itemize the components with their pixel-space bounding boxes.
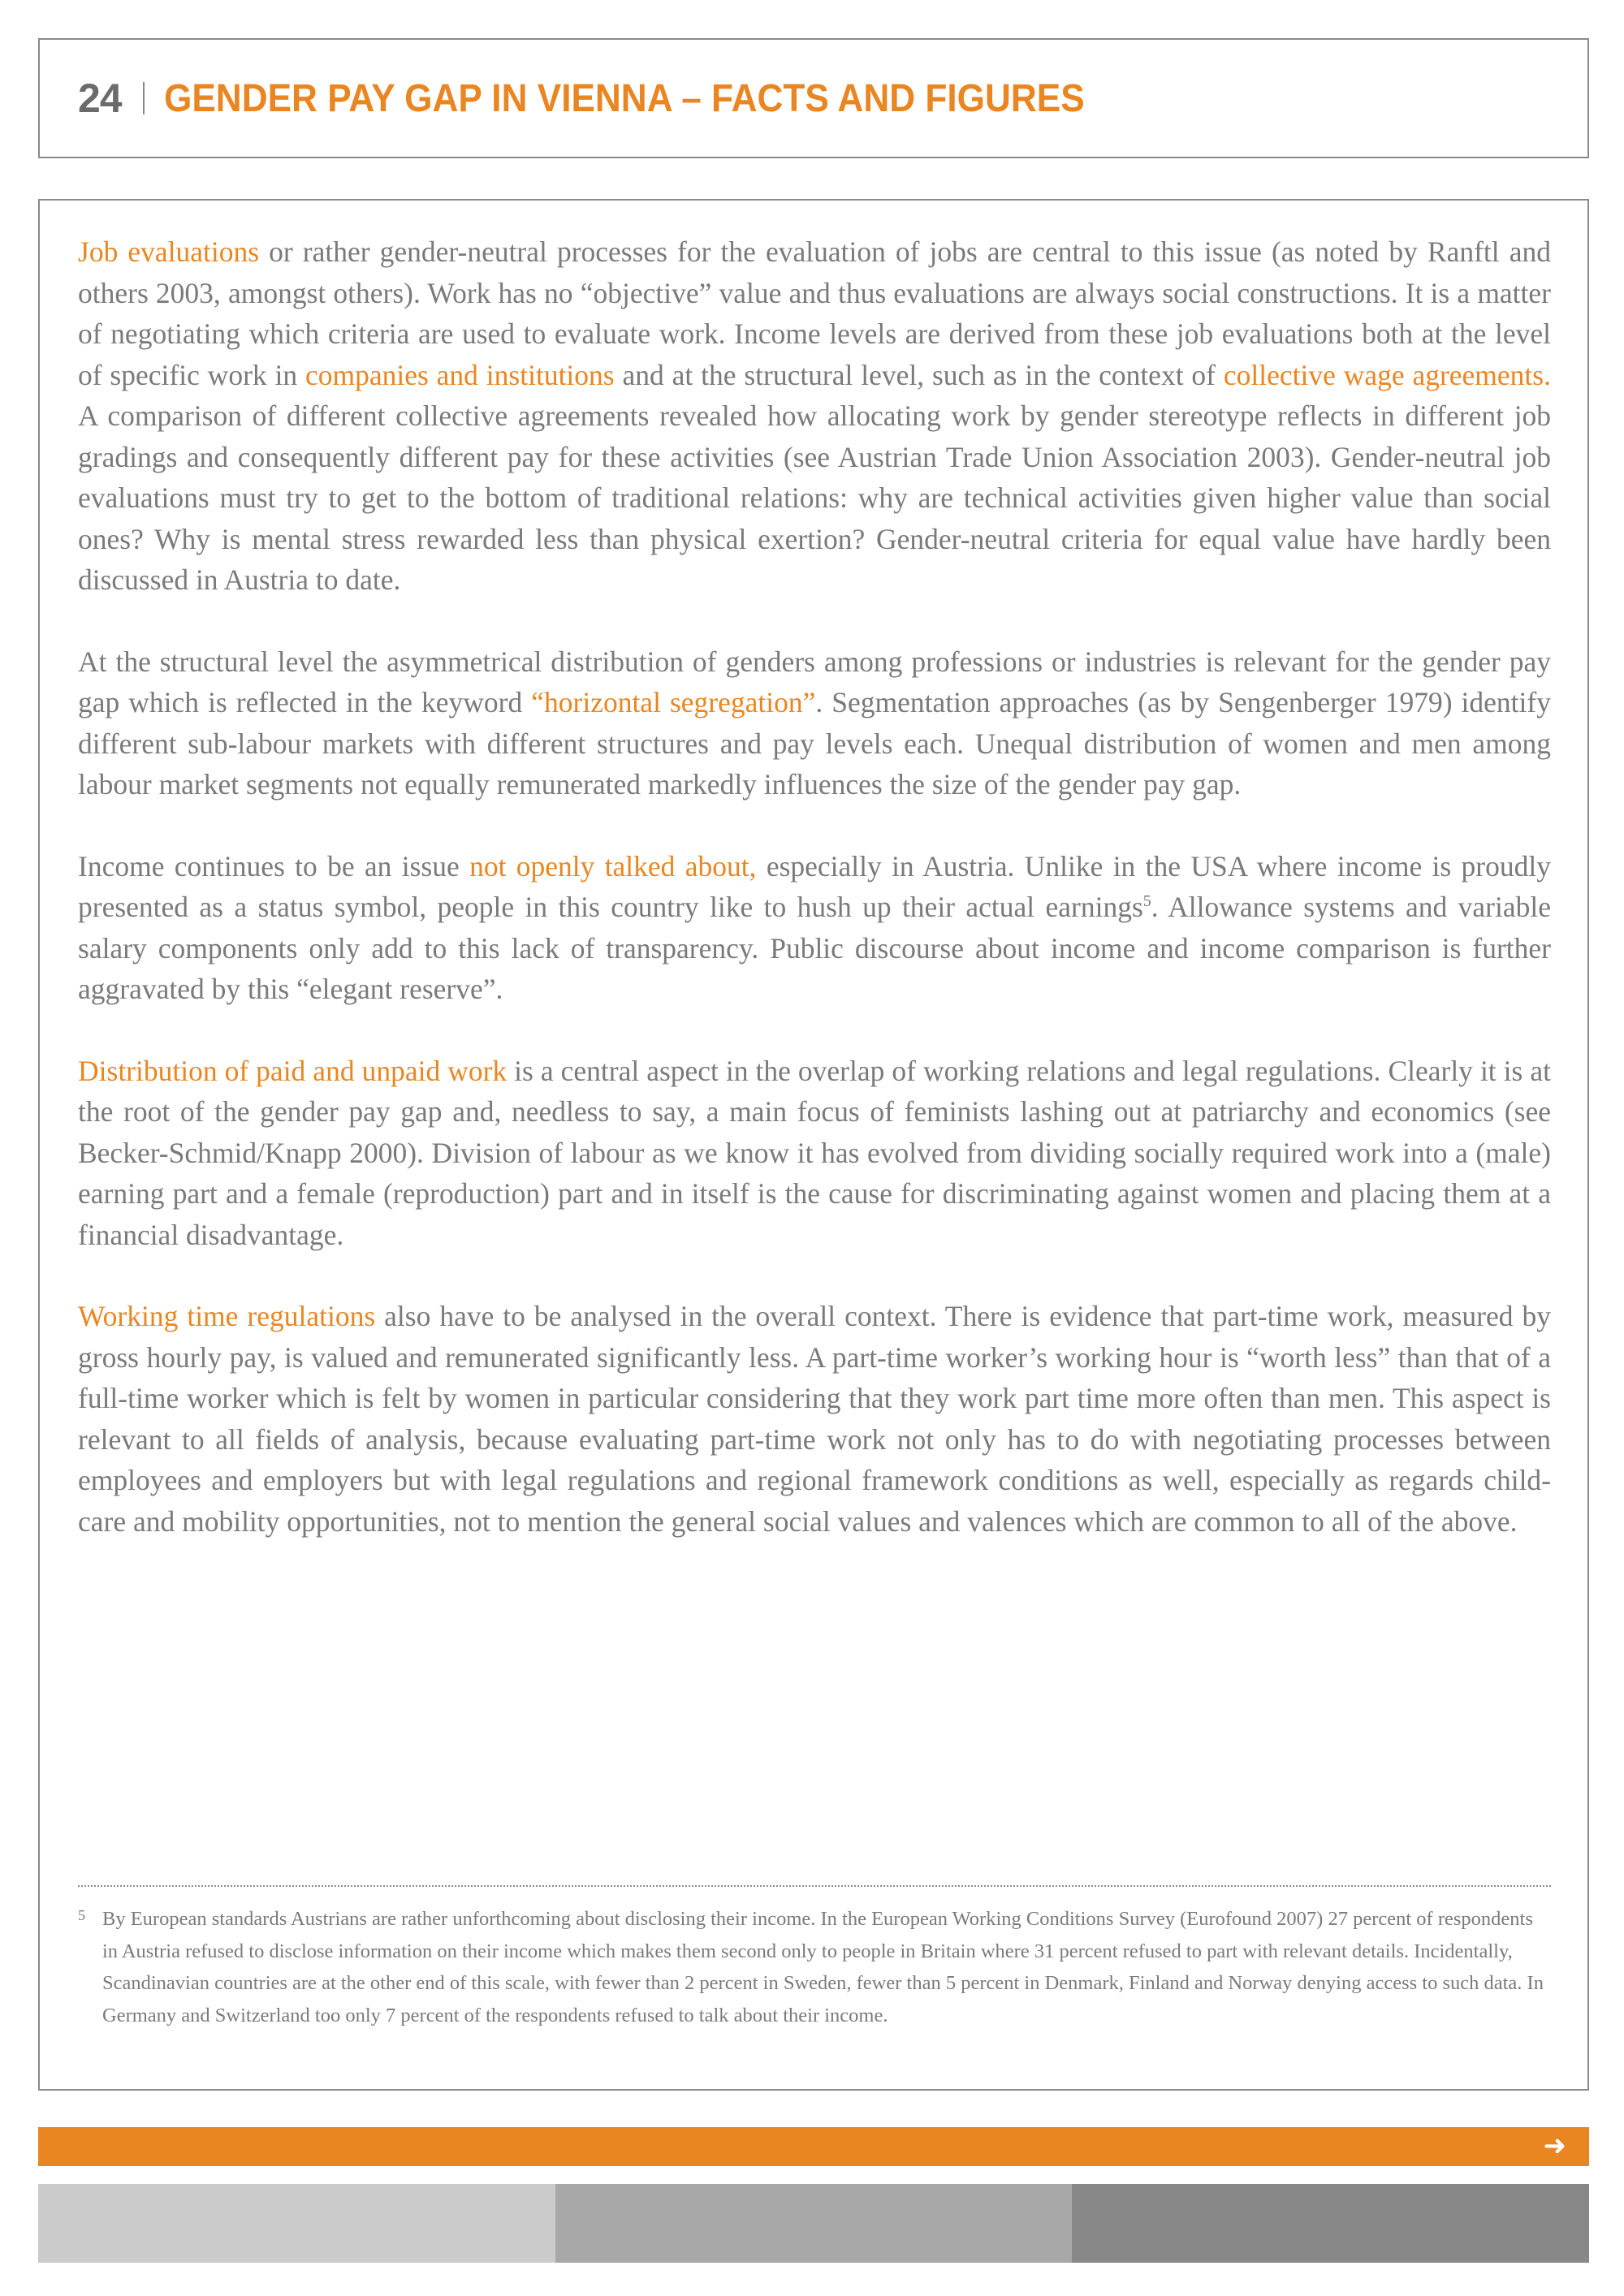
content-panel <box>38 199 1589 2091</box>
paragraph <box>78 846 1551 1010</box>
highlighted-keyword: Distribution of paid and unpaid work <box>78 1054 508 1087</box>
footer-bar-dark <box>1072 2184 1589 2263</box>
paragraph-text: or rather gender-neutral processes for the evaluation of jobs are central to this issue (as noted by Ranftl and others 2003, amongst others). Work has no “objective” value and thus evaluations are always social constructions. It is a matter of negotiating which criteria are used to evaluate work. Income levels are derived from these job evaluations both at the level of specific work in <box>78 235 1551 391</box>
page-number: 24 <box>78 76 122 121</box>
header-separator <box>143 82 145 114</box>
footer-bar-light <box>38 2184 555 2263</box>
paragraph-text: especially in Austria. Unlike in the USA where income is proudly presented as a status symbol, people in this country like to hush up their actual earnings <box>78 849 1551 923</box>
paragraph-text: . Allowance systems and variable salary components only add to this lack of transparency. Public discourse about income and income comparison is further aggravated by this “elegant reserve”. <box>78 891 1551 1005</box>
highlighted-keyword: companies and institutions <box>305 358 615 391</box>
body-text <box>78 231 1551 1582</box>
paragraph <box>78 641 1551 805</box>
next-page-arrow-icon[interactable]: ➜ <box>1543 2130 1566 2162</box>
footnote-ref: 5 <box>1142 892 1151 911</box>
paragraph-text: . Segmentation approaches (as by Sengenberger 1979) identify different sub-labour markets with different structures and pay levels each. Unequal distribution of women and men among labour market segments not equally remunerated markedly influences the size of the gender pay gap. <box>78 686 1551 801</box>
highlighted-keyword: Working time regulations <box>78 1300 376 1332</box>
page-header <box>38 38 1589 158</box>
footnote-text: By European standards Austrians are rather unforthcoming about disclosing their income. In the European Working Conditions Survey (Eurofound 2007) 27 percent of respondents in Austria refused to disclose information on their income which makes them second only to people in Britain where 31 percent refused to part with relevant details. Incidentally, Scandinavian countries are at the other end of this scale, with fewer than 2 percent in Sweden, fewer than 5 percent in Denmark, Finland and Norway denying access to such data. In Germany and Switzerland too only 7 percent of the respondents refused to talk about their income. <box>102 1908 1544 2026</box>
paragraph-text: and at the structural level, such as in the context of <box>614 358 1224 391</box>
highlighted-keyword: Job evaluations <box>78 235 260 268</box>
highlighted-keyword: collective wage agreements. <box>1223 358 1551 391</box>
paragraph <box>78 1296 1551 1542</box>
paragraph <box>78 1051 1551 1256</box>
paragraph-text: also have to be analysed in the overall context. There is evidence that part-time work, measured by gross hourly pay, is valued and remunerated significantly less. A part-time worker’s working hour is “worth less” than that of a full-time worker which is felt by women in particular considering that they work part time more often than men. This aspect is relevant to all fields of analysis, because evaluating part-time work not only has to do with negotiating processes between employees and employers but with legal regulations and regional framework conditions as well, especially as regards child-care and mobility opportunities, not to mention the general social values and valences which are common to all of the above. <box>78 1300 1551 1538</box>
paragraph <box>78 231 1551 601</box>
footnote-divider <box>78 1885 1551 1887</box>
paragraph-text: At the structural level the asymmetrical distribution of genders among professions or industries is relevant for the gender pay gap which is reflected in the keyword <box>78 645 1551 719</box>
footer-bar-medium <box>555 2184 1072 2263</box>
page-title: GENDER PAY GAP IN VIENNA – FACTS AND FIGURES <box>163 76 1085 120</box>
footnote <box>78 1903 1551 2031</box>
footnote-number: 5 <box>78 1907 85 1923</box>
highlighted-keyword: not openly talked about, <box>469 849 757 883</box>
paragraph-text: Income continues to be an issue <box>78 849 470 883</box>
paragraph-text: is a central aspect in the overlap of working relations and legal regulations. Clearly it is at the root of the gender pay gap and, needless to say, a main focus of feminists lashing out at patriarchy and economics (see Becker-Schmid/Knapp 2000). Division of labour as we know it has evolved from dividing socially required work into a (male) earning part and a female (reproduction) part and in itself is the cause for discriminating against women and placing them at a financial disadvantage. <box>78 1054 1551 1251</box>
highlighted-keyword: “horizontal segregation” <box>531 686 816 719</box>
paragraph-text: A comparison of different collective agreements revealed how allocating work by gender stereotype reflects in different job gradings and consequently different pay for these activities (see Austrian Trade Union Association 2003). Gender-neutral job evaluations must try to get to the bottom of traditional relations: why are technical activities given higher value than social ones? Why is mental stress rewarded less than physical exertion? Gender-neutral criteria for equal value have hardly been discussed in Austria to date. <box>78 399 1551 596</box>
footer-nav-bar <box>38 2127 1589 2166</box>
